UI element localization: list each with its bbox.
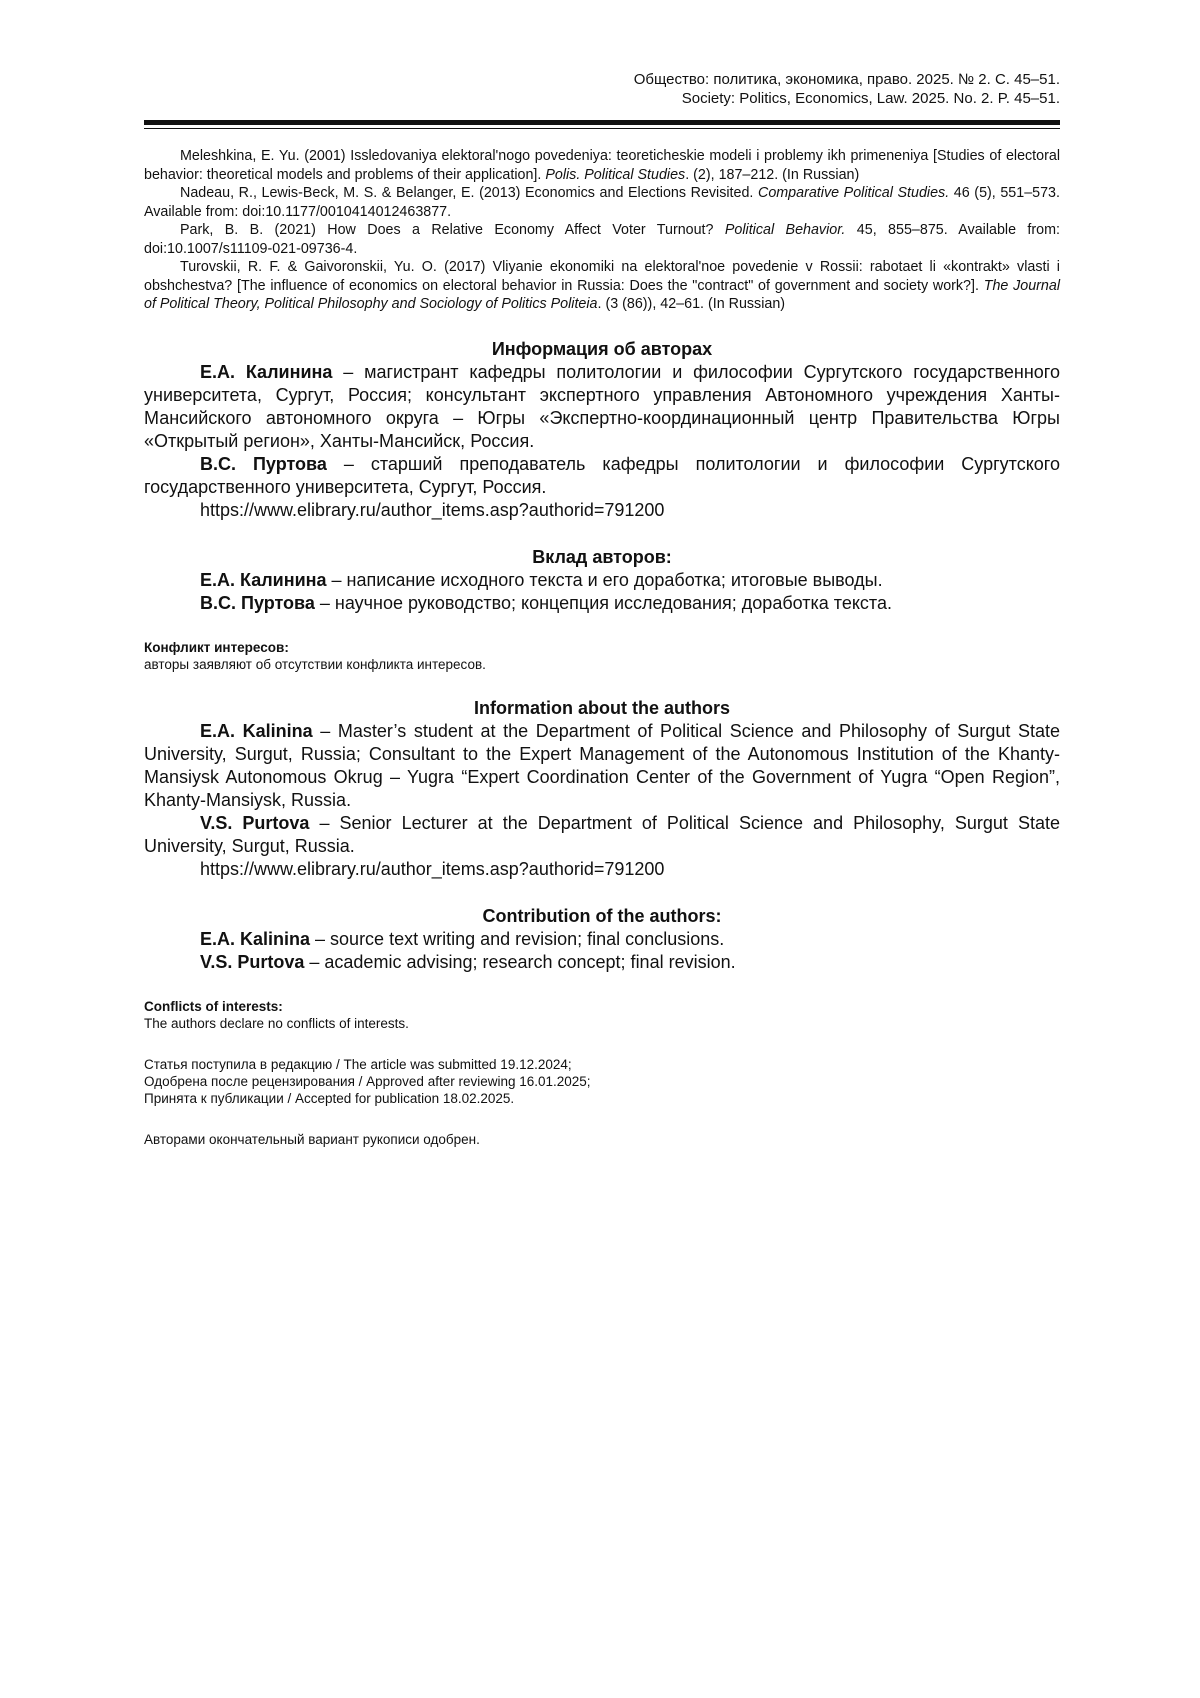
conflict-text: The authors declare no conflicts of interests. xyxy=(144,1015,409,1031)
header-line-ru: Общество: политика, экономика, право. 2025. № 2. С. 45–51. xyxy=(633,71,1060,88)
date-approved: Одобрена после рецензирования / Approved after reviewing 16.01.2025; xyxy=(144,1073,591,1089)
date-accepted: Принята к публикации / Accepted for publication 18.02.2025. xyxy=(144,1090,515,1106)
section-contrib-ru xyxy=(144,546,1060,615)
section-info-ru xyxy=(144,338,1060,522)
header-rule-thin xyxy=(144,128,1060,129)
section-conflict-ru xyxy=(144,639,1060,673)
conflict-text: авторы заявляют об отсутствии конфликта интересов. xyxy=(144,656,486,672)
contribution-item: E.A. Kalinina – source text writing and revision; final conclusions. xyxy=(200,928,725,949)
author-bio: E.A. Kalinina – Master’s student at the Department of Political Science and Philosophy of Surgut State University, Surgut, Russia; Consultant to the Expert Management of the Autonomous Institution of the Khanty-Mansiysk Autonomous Okrug – Yugra “Expert Coordination Center of the Government of Yugra “Open Region”, Khanty-Mansiysk, Russia. xyxy=(144,720,1060,810)
reference-item: Turovskii, R. F. & Gaivoronskii, Yu. O. (2017) Vliyanie ekonomiki na elektoral'noe povedenie v Rossii: rabotaet li «kontrakt» vlasti i obshchestva? [The influence of economics on electoral behavior in Russia: Does the "contract" of government and society work?]. The Journal of Political Theory, Political Philosophy and Sociology of Politics Politeia. (3 (86)), 42–61. (In Russian) xyxy=(144,259,1061,312)
article-dates xyxy=(144,1056,1060,1107)
section-contrib-en xyxy=(144,905,1060,974)
contribution-item: В.С. Пуртова – научное руководство; концепция исследования; доработка текста. xyxy=(200,592,892,613)
running-header xyxy=(144,70,1060,108)
section-title: Information about the authors xyxy=(474,697,730,718)
date-submitted: Статья поступила в редакцию / The article was submitted 19.12.2024; xyxy=(144,1056,572,1072)
conflict-title: Конфликт интересов: xyxy=(144,639,289,655)
section-info-en xyxy=(144,697,1060,881)
section-title: Вклад авторов: xyxy=(532,546,672,567)
reference-item: Park, B. B. (2021) How Does a Relative Economy Affect Voter Turnout? Political Behavior. 45, 855–875. Available from: doi:10.1007/s11109-021-09736-4. xyxy=(144,222,1061,257)
section-title: Информация об авторах xyxy=(491,338,713,359)
reference-list xyxy=(144,147,1060,314)
author-url[interactable]: https://www.elibrary.ru/author_items.asp?authorid=791200 xyxy=(200,858,665,879)
header-line-en: Society: Politics, Economics, Law. 2025. No. 2. P. 45–51. xyxy=(681,90,1060,107)
reference-item: Meleshkina, E. Yu. (2001) Issledovaniya elektoral'nogo povedeniya: teoreticheskie modeli i problemy ikh primeneniya [Studies of electoral behavior: theoretical models and problems of their application]. Polis. Political Studies. (2), 187–212. (In Russian) xyxy=(144,148,1060,183)
contribution-item: V.S. Purtova – academic advising; research concept; final revision. xyxy=(200,951,736,972)
author-bio: В.С. Пуртова – старший преподаватель кафедры политологии и философии Сургутского государственного университета, Сургут, Россия. xyxy=(144,453,1060,497)
header-rule-thick xyxy=(144,120,1060,125)
reference-item: Nadeau, R., Lewis-Beck, M. S. & Belanger, E. (2013) Economics and Elections Revisited. Comparative Political Studies. 46 (5), 551–573. Available from: doi:10.1177/0010414012463877. xyxy=(144,185,1060,220)
document-page xyxy=(144,70,1060,1148)
author-url[interactable]: https://www.elibrary.ru/author_items.asp?authorid=791200 xyxy=(200,499,665,520)
author-bio: V.S. Purtova – Senior Lecturer at the Department of Political Science and Philosophy, Surgut State University, Surgut, Russia. xyxy=(144,812,1060,856)
contribution-item: Е.А. Калинина – написание исходного текста и его доработка; итоговые выводы. xyxy=(200,569,883,590)
section-conflict-en xyxy=(144,998,1060,1032)
section-title: Contribution of the authors: xyxy=(482,905,722,926)
author-bio: Е.А. Калинина – магистрант кафедры политологии и философии Сургутского государственного университета, Сургут, Россия; консультант экспертного управления Автономного учреждения Ханты-Мансийского автономного округа – Югры «Экспертно-координационный центр Правительства Югры «Открытый регион», Ханты-Мансийск, Россия. xyxy=(144,361,1060,451)
conflict-title: Conflicts of interests: xyxy=(144,998,283,1014)
final-note: Авторами окончательный вариант рукописи одобрен. xyxy=(144,1131,480,1147)
